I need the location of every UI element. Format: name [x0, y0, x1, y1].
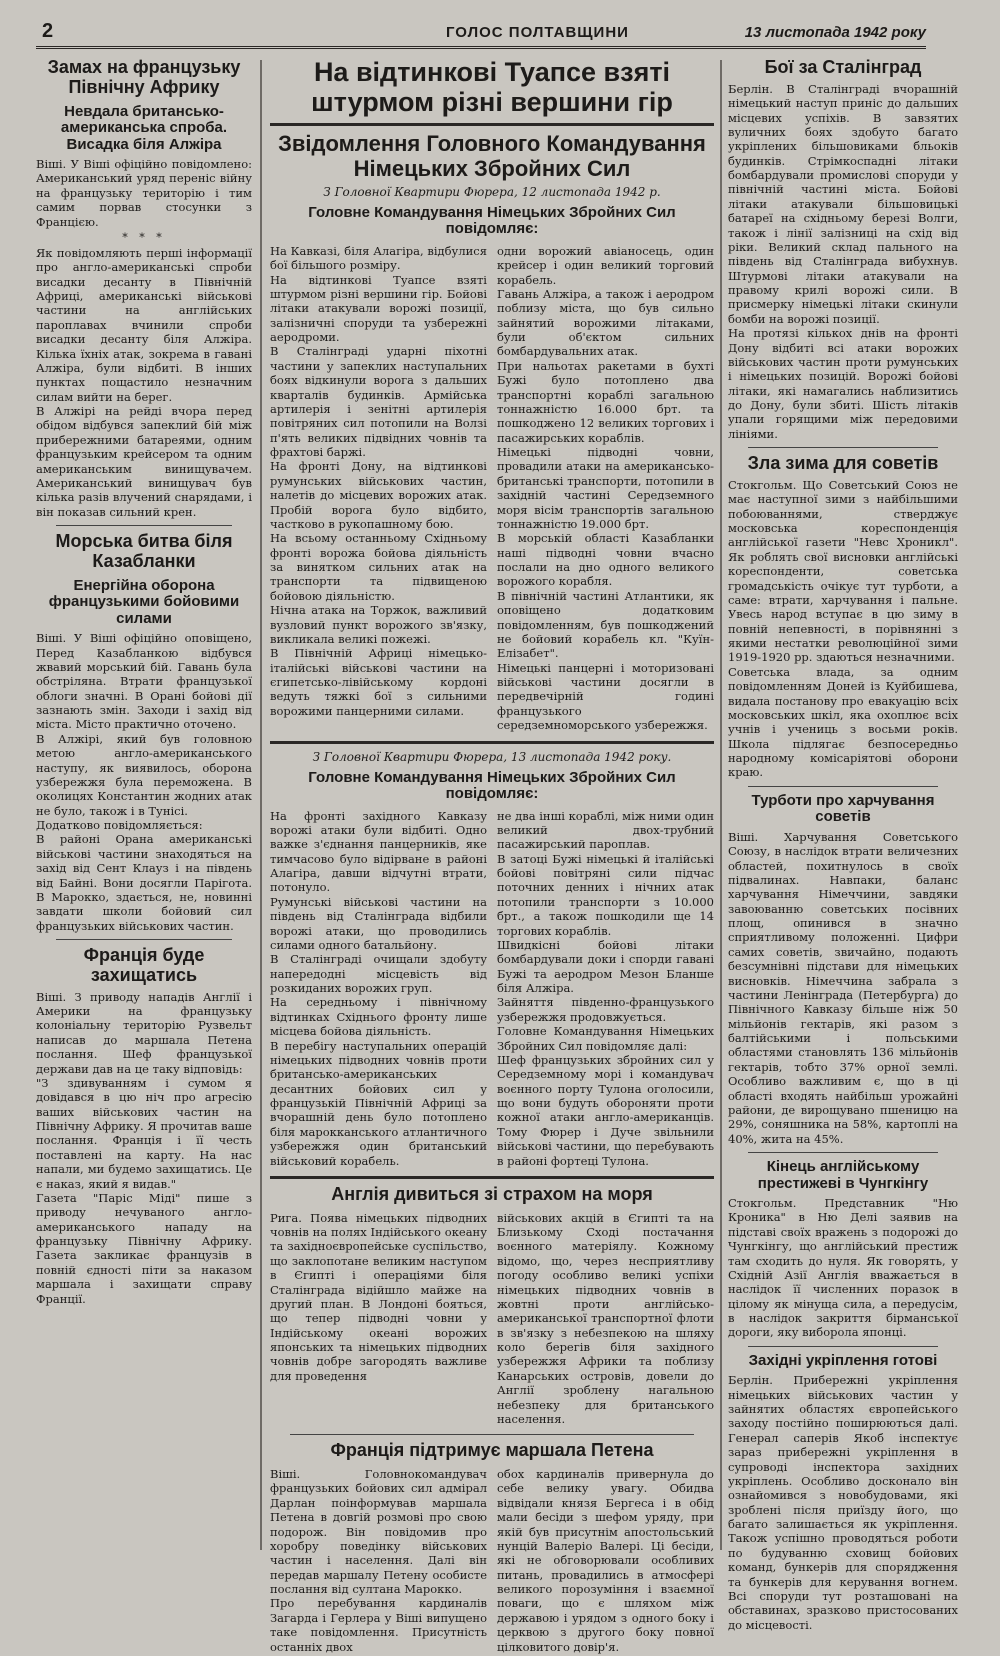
- divider: [270, 1176, 714, 1179]
- right-column: [728, 52, 958, 1632]
- column-divider: [720, 60, 722, 1550]
- separator-stars: * * *: [122, 230, 166, 244]
- article-body: Рига. Поява німецьких підводних човнів на полях Індійського океану та західноєвропейське суспільство, що заклопотане великим наступом в Єгипті і операціями біля Сталінграда відійшло майже на другий план. В Лондоні бояться, що тепер підводні човни у Індійському океані ворожих японських та німецьких підводних човнів добре загородять важливе для проведення: [270, 1210, 487, 1383]
- article-body: Віші. У Віші офіційно оповіщено, Перед Казабланкою відбувся жвавий морський бій. Гавань була обстріляна. Втрати французької облоги значні. В Орані бойові дії зазнають змін. Заходи і захід від міста. Місто практично оточено. В Алжірі, який був головною метою англо-американського наступу, як виявилось, оборона узбережжя була переможена. В околицях Константин жодних атак не було, також і в Тунісі. Додатково повідомляється: В районі Орана американські військові частини знаходяться на захід від Сент Клауз і на південь від Байні. Вони досягли Парігота. В Марокко, здається, не, новинні завдати школи бойовий сил французьких військових частин.: [36, 631, 252, 933]
- article-body: обох кардиналів привернула до себе велику увагу. Обидва відвідали князя Бергеса і в обід мали бесіди з шефом уряду, при якій був присутнім апостольський нунцій Валеріо Валері. Ці бесіди, які не обговорювали особливих питань, провадились в атмосфері великого порозуміння і взаємної поваги, що є шляхом між державою і урядом з одного боку і церквою з другого боку повної цілковитого довір'я.: [497, 1467, 714, 1654]
- center-column: [270, 52, 714, 1654]
- report-text: На фронті західного Кавказу ворожі атаки були відбиті. Одно важке з'єднання панцерників, яке тимчасово було відірване в районі Алагіра, давши відчутні втрати, потонуло. Румунські військові частини на південь від Сталінграда відбили ворожі атаки, що проводились силами одного батальйону. В Сталінграді очищали здобуту напередодні місцевість від розкиданих ворожих груп. На середньому і північному відтинках Східнього фронту лише місцева бойова діяльність. В перебігу наступальних операцій німецьких підводних човнів проти британсько-американських десантних бойових сил у французькій Північній Африці за вчорашній день було потоплено біля марокканського атлантичного узбережжя один британський військовий корабель.: [270, 808, 487, 1168]
- report-text: одни ворожий авіаносець, один крейсер і один великий торговий корабель. Гавань Алжіра, а також і аеродром поблизу міста, що був сильно зайнятий ворожими літаками, були об'єктом сильних бомбардувальних атак. При нальотах ракетами в бухті Бужі було потоплено два транспортні кораблі загальною тоннажністю 16.000 брт. та пошкоджено 12 великих торгових і пасажирських кораблів. Німецькі підводні човни, провадили атаки на американсько-британські транспорти, потопили в західній частині Середземного моря вісім транспортів загальною тоннажністю 19.000 брт. В морській області Казабланки наші підводні човни вчасно послали на дно одного великого ворожого корабля. В північній частині Атлантики, як оповіщено додатковим повідомленням, був пошкоджений не бойовий корабель кл. "Куїн-Елізабет". Німецькі панцерні і моторизовані військові частини досягли в передвечірній годині французького середземноморського узбережжя.: [497, 243, 714, 733]
- article-title: Зла зима для советів: [747, 453, 939, 474]
- page-header: [36, 18, 926, 49]
- report-text: На Кавказі, біля Алагіра, відбулися бої більшого розміру. На відтинкові Туапсе взяті штурмом різні вершини гір. Бойові літаки атакували ворожі позиції, залізничні споруди та узбережні аеродроми. В Сталінграді ударні піхотні частини у запеклих наступальних боях відкинули ворога з дальших кварталів будинків. Армійська артилерія і зенітні артилерія повітряних сил потопили на Волзі п'ять великих підвідних човнів та фрахтові баржі. На фронті Дону, на відтинкові румунських військових частин, налетів до місцевих ворожих атак. Пробій ворога було відбито, частково в рукопашному бою. На всьому останньому Східньому фронті ворожа бойова діяльність за винятком сильних атак на транспорти та підвищеною бойовою діяльністю. Нічна атака на Торжок, важливий вузловий пункт ворожого зв'язку, викликала великі пожежі. В Північній Африці німецько-італійські військові частини на єгипетсько-лівійському кордоні ведуть тяжкі бої з сильними ворожими панцерними силами.: [270, 243, 487, 718]
- article-title: Західні укріплення готові: [748, 1351, 938, 1369]
- divider: [748, 447, 938, 448]
- article-title: Турботи про харчування советів: [751, 791, 935, 826]
- article-body: Стокгольм. Представник "Ню Кроника" в Ню Делі заявив на підставі своїх вражень з подорожі до Чунгкінгу, що англійський престиж там сходить до нуля. Як говорять, у Східній Азії Англія вважається в наслідок її численних поразок в цілому як мінуща сила, а передусім, в наслідок закриття бірманської дороги, яку виборола японці.: [728, 1196, 958, 1340]
- article-title: Франція буде захищатись: [83, 945, 205, 985]
- divider: [270, 741, 714, 744]
- article-title: Кінець англійському престижеві в Чунгкінгу: [757, 1158, 929, 1192]
- dateline: З Головної Квартири Фюрера, 12 листопада 1942 р.: [323, 184, 661, 199]
- article-title: Морська битва біля Казабланки: [55, 531, 233, 571]
- article-body: Берлін. В Сталінграді вчорашній німецький наступ приніс до дальших місцевих успіхів. В завзятих вуличних боях здобуто багато укріплених більшовиками бльоків будинків. Стрімкоспадні літаки бомбардували промислові споруди у північній частині міста. Бойові літаки атакували більшовицькі батареї на східньому березі Волги, також і лінії залізниці на схід від ріки. Великий склад пального на південь від Сталінграда вибухнув. Штурмові літаки атакували на правому крилі ворожі сили. В присмерку німецькі літаки скинули бомби на ворожі позиції. На протязі кількох днів на фронті Дону відбиті всі атаки ворожих військових частин проти румунських і німецьких позицій. Ворожі бойові літаки, які намагались наблизитись до Дону, були збиті. Шість літаків упали горящими між передовими лініями.: [728, 81, 958, 441]
- issue-date: 13 листопада 1942 року: [744, 24, 926, 41]
- main-headline: На відтинкові Туапсе взяті штурмом різні вершини гір: [311, 57, 673, 117]
- report-text: не два інші кораблі, між ними один великий двох-трубний пасажирський пароплав. В затоці Бужі німецькі й італійські бойові повітряні сили підчас поточних денних і нічних атак потопили транспорти з 10.000 брт., а також пошкодили ще 14 торгових кораблів. Швидкісні бойові літаки бомбардували доки і спорди гавані Бужі та аеродром Мезон Бланше біля Алжіра. Зайняття південно-французького узбережжя продовжується. Головне Командування Німецьких Збройних Сил повідомляє далі: Шеф французьких збройних сил у Середземному морі і командувач воєнного порту Тулона оголосили, що вони будуть обороняти проти кожної атаки англо-американців. Тому Фюрер і Дуче звільнили військові частини, що перебувають в районі фортеці Тулона.: [497, 808, 714, 1168]
- article-body: військових акцій в Єгипті та на Близькому Сході постачання воєнного матеріялу. Кожному відомо, що, через несприятливу погоду особливо великі успіхи німецьких підводних човнів в жовтні проти англійсько-американської транспортної флоти в зв'язку з небезпекою на шляху коло берегів біля західного узбережжя Африки та поблизу Канарських островів, довели до Англії зроблену нагальною небезпеку для британського населення.: [497, 1210, 714, 1426]
- dateline: З Головної Квартири Фюрера, 13 листопада 1942 року.: [312, 749, 672, 764]
- report-intro: Головне Командування Німецьких Збройних Сил повідомляє:: [308, 203, 676, 238]
- article-body: Берлін. Прибережні укріплення німецьких військових частин у зайнятих областях європейського заходу постійно поширюються далі. Генерал саперів Якоб інспектує зараз прибережні укріплення в супроводі інспектора західних укріплень. Особливо досконало він ознайомився з новобудовами, які зроблені після приїзду його, що багато залишається як укріплення. Також успішно проводяться роботи по будуванню сховищ бойових команд, бункерів для спорядження та бункерів для керування вогнем. Всі споруди тут розташовані на обставинах, зразково пристосованих до місцевості.: [728, 1373, 958, 1632]
- article-title: Англія дивиться зі страхом на моря: [331, 1183, 653, 1204]
- article-body: Як повідомляють перші інформації про англо-американські спроби висадки десанту в Північній Африці, американські військові частини на англійських пароплавах вчинили спроби висадки десанту біля Алжіра. Кілька їхніх атак, зокрема в гавані Алжіра, були відбиті. В інших пунктах пощастило незначним силам вийти на берег. В Алжірі на рейді вчора перед обідом відбувся запеклий бій між прибережними батареями, одним французьким крейсером та одним американським винищувачем. Американський винищувач був кілька разів влучений снарядами, і він показав сильний крен.: [36, 245, 252, 519]
- newspaper-name: ГОЛОС ПОЛТАВЩИНИ: [446, 24, 629, 41]
- divider: [290, 1434, 694, 1435]
- report-intro: Головне Командування Німецьких Збройних Сил повідомляє:: [308, 768, 676, 802]
- article-body: Стокгольм. Що Советський Союз не має наступної зими з найбільшими побоюваннями, стверджує московська кореспонденція англійської газети "Невс Хроникл". Як роблять свої висновки англійські кореспонденти, советська громадськість очікує тут турботи, а саме: втрати, харчування і пальне. Увесь народ вступає в цю зиму в повній непевності, в порівнянні з якими нестатки революційної зими 1919-1920 рр. здаються незначними. Советська влада, за одним повідомленням Доней із Куйбишева, видала постанову про евакуацію всіх московських шкіл, яка охоплює всіх учнів і учениць з восьми років. Школа підлягає безпосередньо народному комісаріятові оборони краю.: [728, 477, 958, 780]
- article-title: Франція підтримує маршала Петена: [330, 1440, 654, 1461]
- article-body: Віші. Харчування Советського Союзу, в наслідок втрати величезних областей, похитнулось в своїх підвалинах. Навпаки, баланс харчування Німеччини, завдяки завоюванню советських посівних площ, опинився в значно сприятливому положенні. Цифри самих советів, звичайно, подають безсумнівні підстави для німецьких висновків. Німеччина забрала з частини Ленінграда (Петербурга) до Північного Кавказу більше ніж 50 мільйонів гектарів, які разом з балтійськими і польськими областями становлять 136 мільйонів гектарів, тобто 37% орної землі. Особливо важливим є, що в ці області входять найбільш урожайні райони, де вирощувано пшеницю на 29%, соняшника на 58%, картоплі на 40%, жита на 45%.: [728, 829, 958, 1146]
- article-title: Замах на французьку Північну Африку: [47, 57, 241, 97]
- article-columns: [270, 1465, 714, 1656]
- column-divider: [260, 60, 262, 1550]
- report-columns: [270, 807, 714, 1170]
- divider: [56, 939, 232, 940]
- article-subtitle: Невдала британсько-американська спроба. Висадка біля Алжіра: [60, 102, 228, 153]
- report-columns: [270, 242, 714, 735]
- divider: [748, 786, 938, 787]
- page-number: 2: [42, 20, 54, 42]
- article-subtitle: Енергійна оборона французькими бойовими силами: [48, 576, 240, 627]
- article-body: Віші. Головнокомандувач французьких бойових сил адмірал Дарлан поінформував маршала Петена в довгій розмові про свою подорож. Він повідомив про хоробру поведінку військових частин і населення. Далі він передав маршалу Петену особисте послання від султана Марокко. Про перебування кардиналів Загарда і Герлера у Віші випущено таке повідомлення. Присутність останніх двох: [270, 1467, 487, 1654]
- divider: [56, 525, 232, 526]
- article-body: Віші. З приводу нападів Англії і Америки на французьку колоніальну територію Рузвельт написав до маршала Петена послання. Шеф французької держави дав на це таку відповідь: "З здивуванням і сумом я довідався в цю ніч про агресію ваших військових частин на Північну Африку. Я прочитав ваше послання. Франція і її честь поставлені на карту. На нас напали, ми будемо захищатись. Це є наказ, який я видав." Газета "Паріс Міді" пише з приводу нечуваного англо-американського нападу на французьку Північну Африку. Газета закликає французів в повній єдності піти за наказом маршала і захищати справу Франції.: [36, 989, 252, 1306]
- article-title: Бої за Сталінград: [764, 57, 922, 77]
- report-title: Звідомлення Головного Командування Німецьких Збройних Сил: [278, 131, 706, 181]
- divider: [748, 1152, 938, 1153]
- article-columns: [270, 1209, 714, 1429]
- divider: [748, 1346, 938, 1347]
- article-body: Віші. У Віші офіційно повідомлено: Американський уряд переніс війну на французьку територію і тим самим порвав стосунки з Францією.: [36, 157, 252, 229]
- left-column: [36, 52, 252, 1552]
- divider: [270, 123, 714, 126]
